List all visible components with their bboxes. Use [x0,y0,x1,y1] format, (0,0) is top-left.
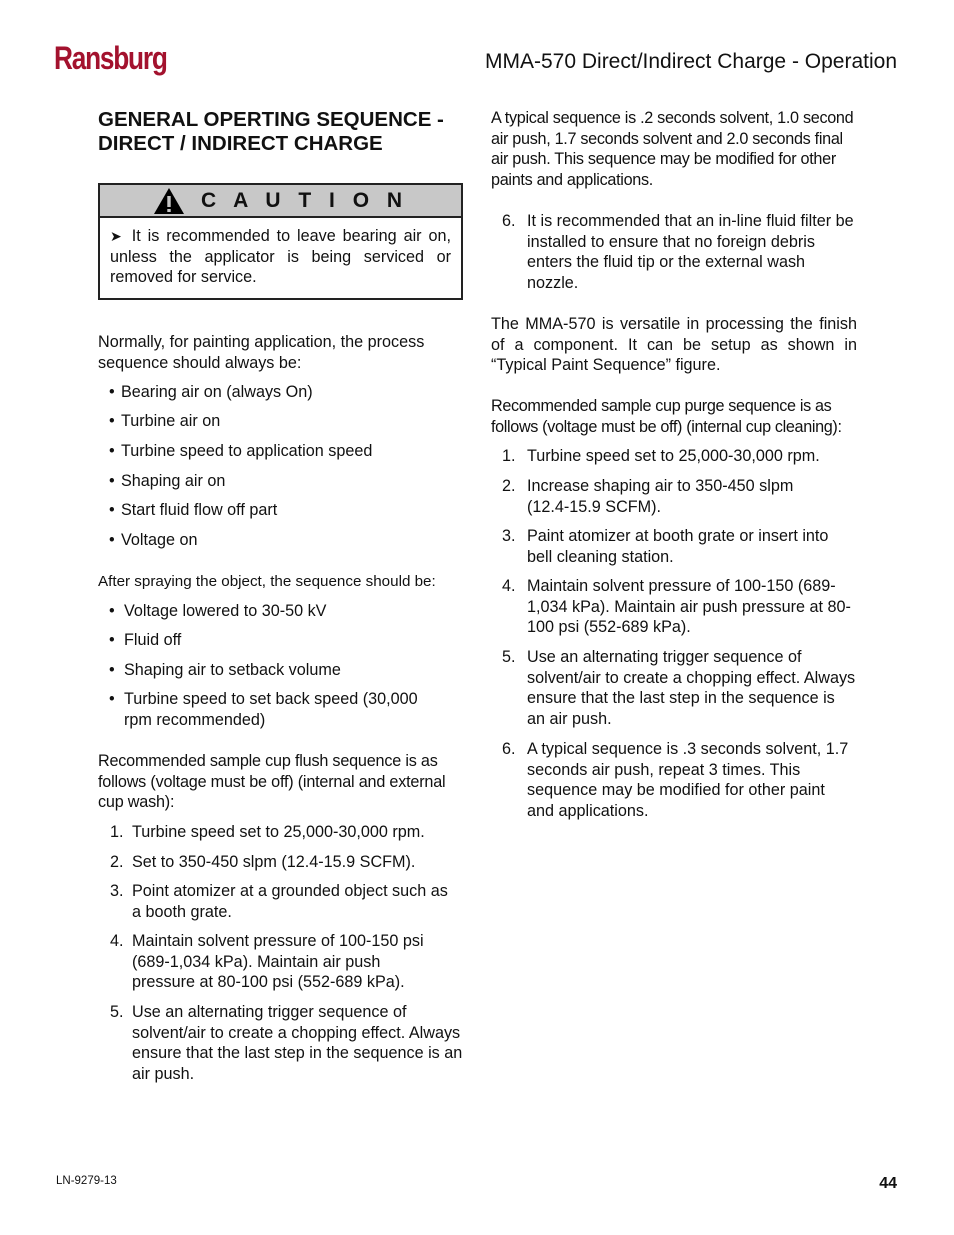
caution-text-block [100,218,461,288]
after-spray-paragraph: After spraying the object, the sequence should be: [98,573,436,590]
arrow-right-icon: ➤ [110,228,122,244]
bullet: • [109,531,115,549]
bullet: • [109,501,115,519]
caution-header [100,185,461,218]
versatile-paragraph: The MMA-570 is versatile in processing the finish of a component. It can be setup as shown in “Typical Paint Sequence” figure. [491,315,857,375]
caution-box [98,183,463,300]
document-id: LN-9279-13 [56,1175,117,1187]
bullet: • [109,661,115,679]
caution-text: It is recommended to leave bearing air on, unless the applicator is being serviced or removed for service. [110,227,451,287]
bullet: • [109,472,115,490]
bullet: • [109,383,115,401]
brand-logo: Ransburg [54,40,167,76]
page-header-title: MMA-570 Direct/Indirect Charge - Operation [485,50,897,73]
page-number: 44 [879,1175,897,1192]
warning-triangle-icon [153,187,185,215]
flush-intro-paragraph: Recommended sample cup flush sequence is as follows (voltage must be off) (internal and external cup wash): [98,752,446,812]
bullet: • [109,690,115,708]
intro-paragraph: Normally, for painting application, the process sequence should always be: [98,333,425,372]
typical-sequence-paragraph: A typical sequence is .2 seconds solvent, 1.0 second air push, 1.7 seconds solvent and 2.0 seconds final air push. This sequence may be modified for other paints and applications. [491,109,854,189]
caution-label: C A U T I O N [200,188,409,212]
bullet: • [109,442,115,460]
bullet: • [109,412,115,430]
section-title: GENERAL OPERTING SEQUENCE - DIRECT / INDIRECT CHARGE [98,108,444,155]
bullet: • [109,631,115,649]
purge-intro-paragraph: Recommended sample cup purge sequence is as follows (voltage must be off) (internal cup cleaning): [491,397,842,436]
bullet: • [109,602,115,620]
